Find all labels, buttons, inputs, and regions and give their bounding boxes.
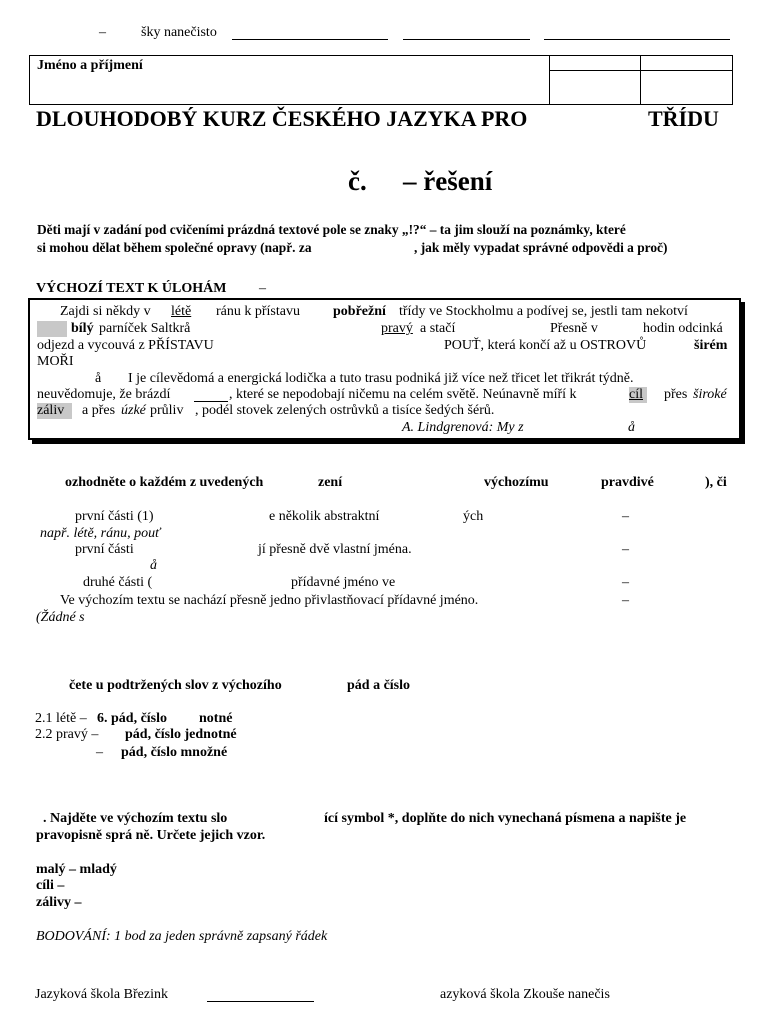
text-blank <box>194 401 228 402</box>
task1-row1c: ých <box>463 509 484 524</box>
task1-heading-c: výchozímu <box>484 475 549 490</box>
text-line7d: průliv <box>150 403 184 418</box>
task1-row3b: přídavné jméno ve <box>291 575 396 590</box>
text-word-pravy: pravý <box>381 321 413 336</box>
task1-row4a: Ve výchozím textu se nachází přesně jedno přivlastňovací přídavné jméno. <box>60 593 479 608</box>
task3-answer1: malý – mladý <box>36 862 117 877</box>
text-line2e: Přesně v <box>550 321 598 336</box>
text-word-lete: létě <box>171 304 192 319</box>
task1-heading-d: pravdivé <box>601 475 654 490</box>
task1-row4-answer: – <box>622 593 629 608</box>
text-line4: MOŘI <box>37 354 74 369</box>
task1-row2b: jí přesně dvě vlastní jména. <box>258 542 412 557</box>
header-label: šky nanečisto <box>141 25 217 40</box>
task3-answer2: cíli – <box>36 878 65 893</box>
scoring-note: BODOVÁNÍ: 1 bod za jeden správně zapsaný řádek <box>36 929 328 944</box>
task3-line1a: . Najděte ve výchozím textu slo <box>43 811 228 826</box>
text-line2f: hodin odcinká <box>643 321 723 336</box>
task1-row3-answer: – <box>622 575 629 590</box>
text-word-sirem: širém <box>694 338 728 353</box>
task2-heading-a: čete u podtržených slov z výchozího <box>69 678 282 693</box>
task1-row4-note: (Žádné s <box>36 610 85 625</box>
instructions-line1: Děti mají v zadání pod cvičeními prázdná textové pole se znaky „!?“ – ta jim slouží na poznámky, které <box>37 222 626 237</box>
citation-end: å <box>628 420 635 435</box>
footer-blank <box>207 1001 314 1002</box>
task2-answer1a: 2.1 létě – <box>35 711 87 726</box>
task2-answer2a: 2.2 pravý – <box>35 727 99 742</box>
task3-line2: pravopisně sprá ně. Určete jejich vzor. <box>36 828 266 843</box>
header-blank-3 <box>544 39 730 40</box>
task1-row1a: první části (1) <box>75 509 154 524</box>
header-blank-2 <box>403 39 530 40</box>
header-dash: – <box>99 25 106 40</box>
task2-answer2b: pád, číslo jednotné <box>125 727 237 742</box>
task1-row2a: první části <box>75 542 134 557</box>
text-line1a: Zajdi si někdy v <box>60 304 151 319</box>
source-heading-dash: – <box>259 281 266 296</box>
subtitle-solution: – řešení <box>403 166 493 196</box>
gray-mark <box>37 321 67 337</box>
task2-heading-b: pád a číslo <box>347 678 411 693</box>
task1-row1-note: např. létě, ránu, pouť <box>40 526 161 541</box>
text-line3a: odjezd a vycouvá z PŘÍSTAVU <box>37 338 214 353</box>
text-word-bily: bílý <box>71 321 94 336</box>
header-blank-1 <box>232 39 388 40</box>
source-heading: VÝCHOZÍ TEXT K ÚLOHÁM <box>36 281 227 296</box>
page-title-right: TŘÍDU <box>648 106 719 131</box>
name-box <box>29 55 733 105</box>
text-line6b: , které se nepodobají ničemu na celém světě. Neúnavně míří k <box>229 387 577 402</box>
footer-left: Jazyková škola Březink <box>35 987 168 1002</box>
footer-right: azyková škola Zkouše nanečis <box>440 987 610 1002</box>
text-line6d: přes <box>664 387 688 402</box>
task1-heading-e: ), či <box>705 475 727 490</box>
text-line1c: ránu k přístavu <box>216 304 300 319</box>
instructions-line2a: si mohou dělat během společné opravy (např. za <box>37 240 312 255</box>
task1-heading-b: zení <box>318 475 343 490</box>
text-line7b: a přes <box>82 403 116 418</box>
task1-row1-answer: – <box>622 509 629 524</box>
text-line2d: a stačí <box>420 321 456 336</box>
citation: A. Lindgrenová: My z <box>402 420 524 435</box>
subtitle-number: č. <box>348 166 367 196</box>
text-line3b: POUŤ, která končí až u OSTROVŮ <box>444 338 647 353</box>
task2-answer3b: pád, číslo množné <box>121 745 228 760</box>
text-line2b: parníček Saltkrå <box>99 321 191 336</box>
text-line5a: å <box>95 371 102 386</box>
text-line7e: , podél stovek zelených ostrůvků a tisíce šedých šérů. <box>195 403 495 418</box>
text-line6a: neuvědomuje, že brázdí <box>37 387 171 402</box>
page-title: DLOUHODOBÝ KURZ ČESKÉHO JAZYKA PRO <box>36 106 528 131</box>
text-line1e: třídy ve Stockholmu a podívej se, jestli tam nekotví <box>399 304 688 319</box>
task3-answer3: zálivy – <box>36 895 82 910</box>
task1-heading-a: ozhodněte o každém z uvedených <box>65 475 264 490</box>
source-text-box <box>28 298 741 440</box>
text-word-uzke: úzké <box>121 403 146 418</box>
text-line5b: I je cílevědomá a energická lodička a tuto trasu podniká již více než třicet let třikrát týdně. <box>128 371 634 386</box>
task2-answer1b: 6. pád, číslo <box>97 711 168 726</box>
task1-row1b: e několik abstraktní <box>269 509 380 524</box>
task2-answer3a: – <box>96 745 103 760</box>
name-label: Jméno a příjmení <box>37 58 143 73</box>
instructions-line2b: , jak měly vypadat správné odpovědi a proč) <box>414 240 668 255</box>
text-word-zaliv: záliv <box>37 403 72 419</box>
task1-row2-note: å <box>150 558 157 573</box>
task2-answer1c: notné <box>199 711 233 726</box>
task1-row3a: druhé části ( <box>83 575 153 590</box>
text-word-siroke: široké <box>693 387 727 402</box>
task3-line1b: ící symbol *, doplňte do nich vynechaná písmena a napište je <box>324 811 687 826</box>
text-word-pobrezni: pobřežní <box>333 304 386 319</box>
task1-row2-answer: – <box>622 542 629 557</box>
text-word-cil: cíl <box>629 387 647 403</box>
